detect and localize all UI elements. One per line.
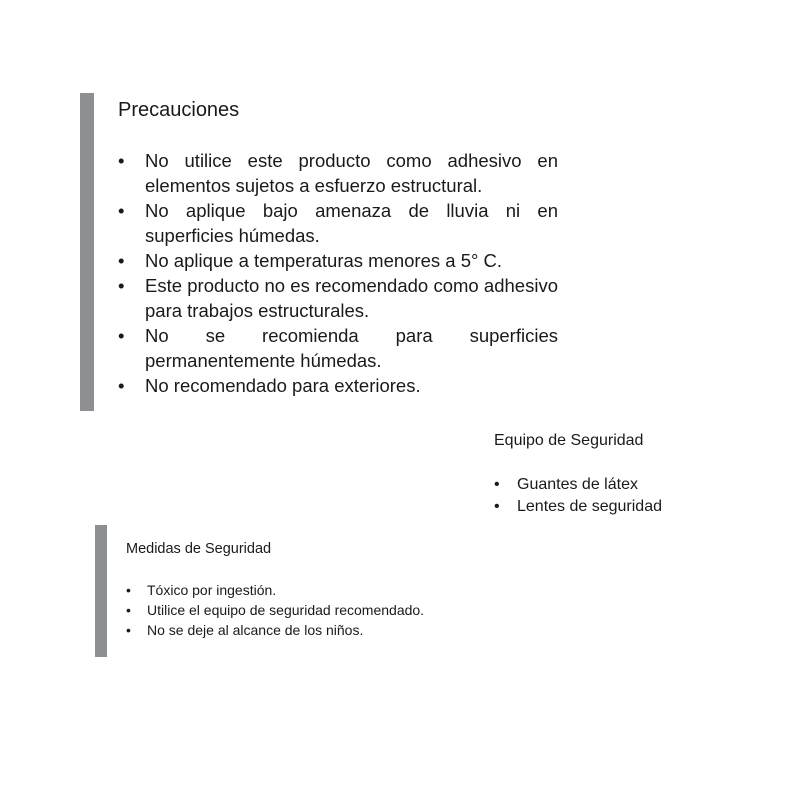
medidas-accent-bar (95, 525, 107, 657)
list-item: • Este producto no es recomendado como adhesivo para trabajos estructurales. (118, 273, 558, 323)
equipo-seguridad-section (494, 431, 714, 518)
precauciones-section (118, 98, 558, 398)
list-item: • Tóxico por ingestión. (126, 580, 456, 600)
list-item: • Guantes de látex (494, 474, 714, 496)
list-item: • No se deje al alcance de los niños. (126, 620, 456, 640)
list-item: • No aplique a temperaturas menores a 5° C. (118, 248, 558, 273)
list-item: • No se recomienda para superficies permanentemente húmedas. (118, 323, 558, 373)
medidas-seguridad-list (126, 580, 456, 640)
medidas-seguridad-section (126, 540, 456, 640)
medidas-seguridad-title: Medidas de Seguridad (126, 541, 272, 557)
equipo-seguridad-list (494, 474, 714, 518)
precauciones-accent-bar (80, 93, 94, 411)
precauciones-list (118, 148, 558, 398)
precauciones-title: Precauciones (118, 99, 240, 121)
equipo-seguridad-title: Equipo de Seguridad (494, 432, 644, 449)
list-item: • No aplique bajo amenaza de lluvia ni en superficies húmedas. (118, 198, 558, 248)
list-item: • No utilice este producto como adhesivo en elementos sujetos a esfuerzo estructural. (118, 148, 558, 198)
list-item: • Lentes de seguridad (494, 496, 714, 518)
list-item: • No recomendado para exteriores. (118, 373, 558, 398)
list-item: • Utilice el equipo de seguridad recomendado. (126, 600, 456, 620)
